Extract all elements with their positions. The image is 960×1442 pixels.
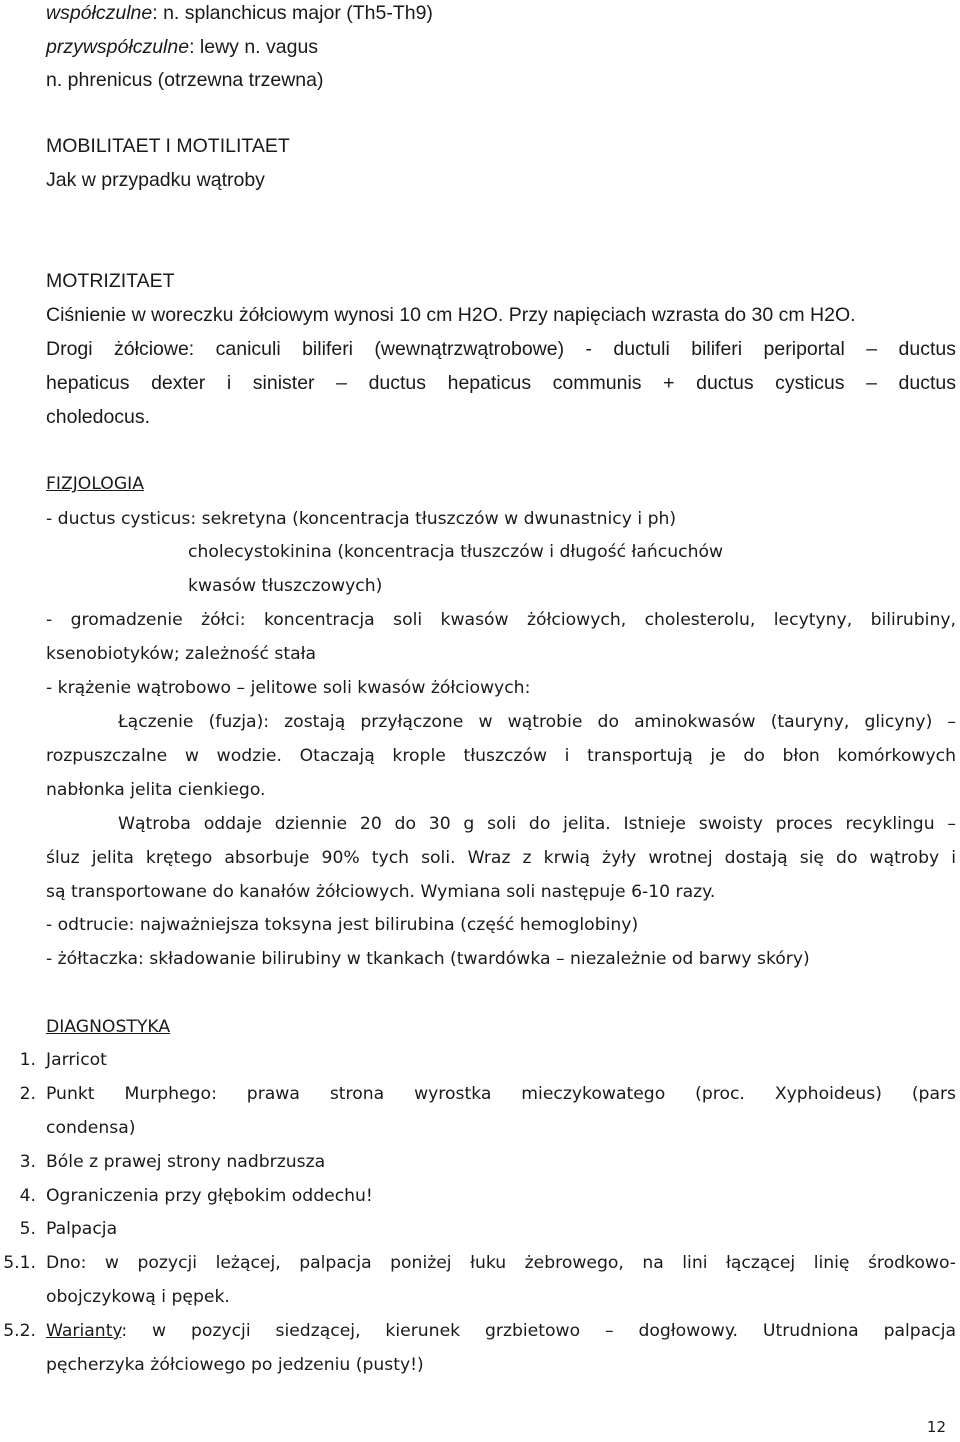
- list-item: Dno: w pozycji leżącej, palpacja poniżej łuku żebrowego, na lini łączącej linię środkowo-: [46, 1253, 956, 1273]
- innervation-parasympathetic: przywspółczulne: lewy n. vagus: [46, 36, 319, 58]
- motricity-heading: MOTRIZITAET: [46, 270, 175, 292]
- variants-label: Warianty: [46, 1321, 122, 1341]
- physiology-line-3: kwasów tłuszczowych): [188, 576, 383, 596]
- motricity-line-4: choledocus.: [46, 406, 151, 428]
- mobility-heading: MOBILITAET I MOTILITAET: [46, 135, 290, 157]
- physiology-line-14: - żółtaczka: składowanie bilirubiny w tkankach (twardówka – niezależnie od barwy skóry): [46, 949, 810, 969]
- physiology-line-4: - gromadzenie żółci: koncentracja soli kwasów żółciowych, cholesterolu, lecytyny, bilirubiny,: [46, 610, 956, 630]
- list-item-number: 5.1.: [3, 1253, 36, 1273]
- physiology-line-10: Wątroba oddaje dziennie 20 do 30 g soli do jelita. Istnieje swoisty proces recyklingu –: [118, 814, 956, 834]
- physiology-line-13: - odtrucie: najważniejsza toksyna jest bilirubina (część hemoglobiny): [46, 915, 639, 935]
- list-item-number: 1.: [19, 1050, 36, 1070]
- physiology-heading: FIZJOLOGIA: [46, 474, 144, 494]
- physiology-line-5: ksenobiotyków; zależność stała: [46, 644, 317, 664]
- innervation-phrenic: n. phrenicus (otrzewna trzewna): [46, 69, 324, 91]
- page-number: 12: [926, 1418, 946, 1436]
- list-item-number: 5.: [19, 1219, 36, 1239]
- physiology-line-1: - ductus cysticus: sekretyna (koncentracja tłuszczów w dwunastnicy i ph): [46, 509, 677, 529]
- physiology-line-12: są transportowane do kanałów żółciowych. Wymiana soli następuje 6-10 razy.: [46, 882, 716, 902]
- physiology-line-9: nabłonka jelita cienkiego.: [46, 780, 266, 800]
- list-item: Warianty: w pozycji siedzącej, kierunek grzbietowo – dogłowowy. Utrudniona palpacja: [46, 1321, 956, 1341]
- innervation-sympathetic: współczulne: n. splanchicus major (Th5-Th9): [46, 2, 433, 24]
- list-item: Bóle z prawej strony nadbrzusza: [46, 1152, 326, 1172]
- motricity-line-3: hepaticus dexter i sinister – ductus hepaticus communis + ductus cysticus – ductus: [46, 372, 956, 394]
- motricity-line-1: Ciśnienie w woreczku żółciowym wynosi 10 cm H2O. Przy napięciach wzrasta do 30 cm H2O.: [46, 304, 856, 326]
- list-item-number: 3.: [19, 1152, 36, 1172]
- list-item: Ograniczenia przy głębokim oddechu!: [46, 1186, 373, 1206]
- mobility-text: Jak w przypadku wątroby: [46, 169, 265, 191]
- list-item-continuation: pęcherzyka żółciowego po jedzeniu (pusty!): [46, 1355, 424, 1375]
- list-item: Punkt Murphego: prawa strona wyrostka mieczykowatego (proc. Xyphoideus) (pars: [46, 1084, 956, 1104]
- diagnostics-heading: DIAGNOSTYKA: [46, 1017, 171, 1037]
- list-item: Palpacja: [46, 1219, 118, 1239]
- list-item-number: 5.2.: [3, 1321, 36, 1341]
- list-item-number: 2.: [19, 1084, 36, 1104]
- sympathetic-label: współczulne: [46, 2, 153, 24]
- list-item-continuation: obojczykową i pępek.: [46, 1287, 230, 1307]
- physiology-line-7: Łączenie (fuzja): zostają przyłączone w wątrobie do aminokwasów (tauryny, glicyny) –: [118, 712, 956, 732]
- list-item-number: 4.: [19, 1186, 36, 1206]
- parasympathetic-label: przywspółczulne: [46, 36, 190, 58]
- physiology-line-6: - krążenie wątrobowo – jelitowe soli kwasów żółciowych:: [46, 678, 531, 698]
- motricity-line-2: Drogi żółciowe: caniculi biliferi (wewnątrzwątrobowe) - ductuli biliferi periportal – ductus: [46, 338, 956, 360]
- list-item-continuation: condensa): [46, 1118, 136, 1138]
- physiology-line-2: cholecystokinina (koncentracja tłuszczów i długość łańcuchów: [188, 542, 724, 562]
- physiology-line-8: rozpuszczalne w wodzie. Otaczają krople tłuszczów i transportują je do błon komórkowych: [46, 746, 956, 766]
- list-item: Jarricot: [46, 1050, 107, 1070]
- physiology-line-11: śluz jelita krętego absorbuje 90% tych soli. Wraz z krwią żyły wrotnej dostają się do wątroby i: [46, 848, 956, 868]
